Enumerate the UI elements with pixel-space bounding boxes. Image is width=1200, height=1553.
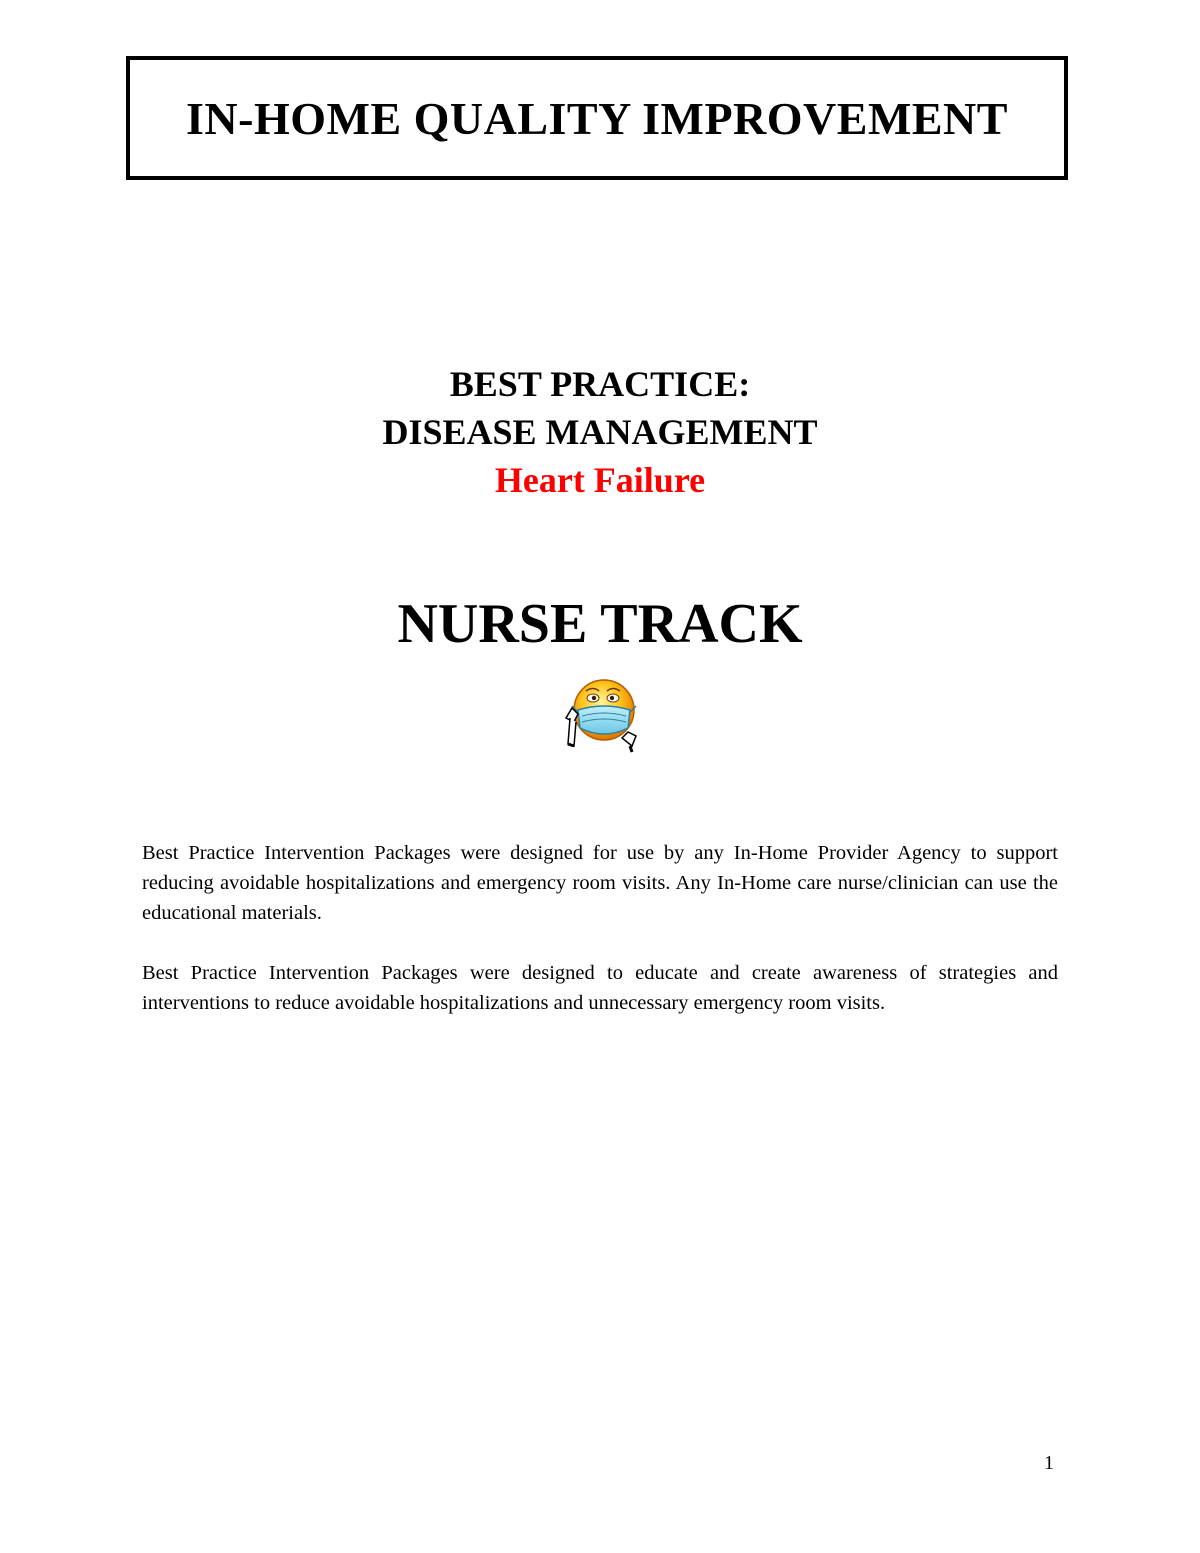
title-box (126, 56, 1068, 180)
paragraph-awareness: Best Practice Intervention Packages were designed to educate and create awareness of strategies and interventions to reduce avoidable hospitalizations and unnecessary emergency room visits. (142, 962, 1058, 1014)
masked-nurse-emoji-icon (558, 674, 644, 754)
heading-block (0, 360, 1200, 504)
track-title: NURSE TRACK (397, 593, 803, 655)
heading-line-best-practice: BEST PRACTICE: (449, 364, 751, 404)
heading-line-disease-management: DISEASE MANAGEMENT (382, 412, 818, 452)
document-title: IN-HOME QUALITY IMPROVEMENT (186, 92, 1008, 144)
body-text (142, 838, 1058, 1048)
paragraph-purpose: Best Practice Intervention Packages were designed for use by any In-Home Provider Agency to support reducing avoidable hospitalizations and emergency room visits. Any In-Home care nurse/clinician can use the educational materials. (142, 842, 1058, 924)
page-number: 1 (1044, 1452, 1054, 1474)
heading-topic-heart-failure: Heart Failure (494, 460, 706, 500)
